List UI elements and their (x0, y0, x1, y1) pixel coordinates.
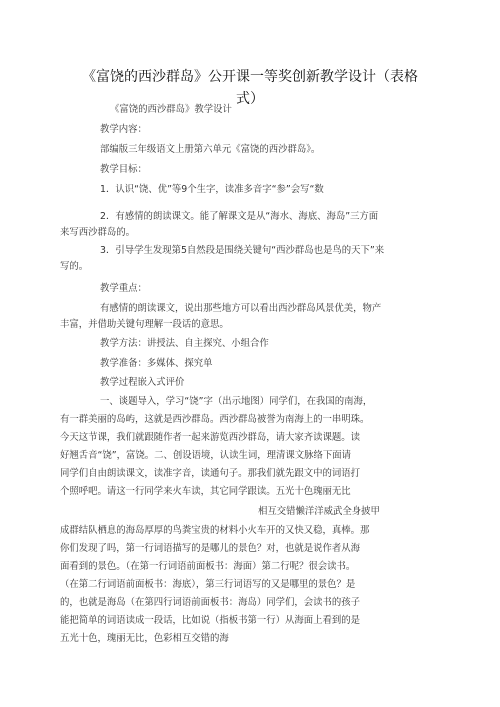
objective-3-line-1: 3．引导学生发现第5自然段是围绕关键句“西沙群岛也是鸟的天下”来 (100, 245, 385, 256)
label-objectives: 教学目标： (100, 164, 147, 175)
doc-heading: 《富饶的西沙群岛》教学设计 (110, 104, 232, 115)
para-line-2: 有一群美丽的岛屿，这就是西沙群岛。西沙群岛被誉为南海上的一串明珠。 (60, 414, 370, 425)
key-points-line-1: 有感情的朗读课文，说出那些地方可以看出西沙群岛风景优美，物产 (100, 303, 382, 314)
para-line-11: （在第二行词语前面板书：海底），第三行词语写的又是哪里的景色？是 (60, 579, 356, 590)
label-content: 教学内容： (100, 124, 147, 135)
para-line-7: 相互交错懒洋洋威武全身披甲 (258, 506, 380, 517)
teaching-methods: 教学方法：讲授法、自主探究、小组合作 (100, 338, 269, 349)
objective-1: 1．认识“饶、优”等9个生字，读准多音字“参”会写“数 (100, 184, 324, 195)
objective-2-line-1: 2．有感情的朗读课文。能了解课文是从“海水、海底、海岛”三方面 (100, 211, 379, 222)
objective-3-line-2: 写的。 (60, 261, 89, 272)
para-line-10: 面看到的景色。（在第一行词语前面板书：海面）第二行呢？很会读书。 (60, 561, 356, 572)
para-line-4: 好翘舌音“饶”，富饶。二、创设语境，认读生词，理清课文脉络下面请 (60, 450, 351, 461)
teaching-preparation: 教学准备：多媒体、探究单 (100, 358, 213, 369)
para-line-6: 个照呼吧。请这一行同学来火车读，其它同学跟读。五光十色瑰丽无比 (60, 486, 351, 497)
para-line-13: 能把简单的词语读成一段话，比如说（指板书第一行）从海面上看到的是 (60, 615, 361, 626)
objective-2-line-2: 来写西沙群岛的。 (60, 227, 136, 238)
title-line-2: 式） (236, 91, 264, 107)
label-key-points: 教学重点： (100, 283, 147, 294)
content-text: 部编版三年级语文上册第六单元《富饶的西沙群岛》。 (100, 144, 321, 155)
key-points-line-2: 丰富，并借助关键句理解一段话的意思。 (60, 319, 229, 330)
title-line-1: 《富饶的西沙群岛》公开课一等奖创新教学设计（表格 (82, 69, 418, 85)
para-line-8: 成群结队栖息的海岛厚厚的鸟粪宝贵的材料小火车开的又快又稳，真棒。那 (60, 525, 370, 536)
para-line-9: 你们发现了吗，第一行词语描写的是哪儿的景色？对，也就是说作者从海 (60, 543, 361, 554)
para-line-1: 一、谈题导入，学习“饶”字（出示地图）同学们，在我国的南海， (100, 396, 373, 407)
para-line-3: 今天这节课，我们就跟随作者一起来游览西沙群岛，请大家齐读课题。读 (60, 432, 361, 443)
process-heading: 教学过程嵌入式评价 (100, 377, 185, 388)
para-line-5: 同学们自由朗读课文，读准字音，读通句子。那我们就先跟文中的词语打 (60, 468, 361, 479)
para-line-12: 的，也就是海岛（在第四行词语前面板书：海岛）同学们，会读书的孩子 (60, 597, 361, 608)
para-line-14: 五光十色，瑰丽无比，色彩相互交错的海 (60, 633, 229, 644)
